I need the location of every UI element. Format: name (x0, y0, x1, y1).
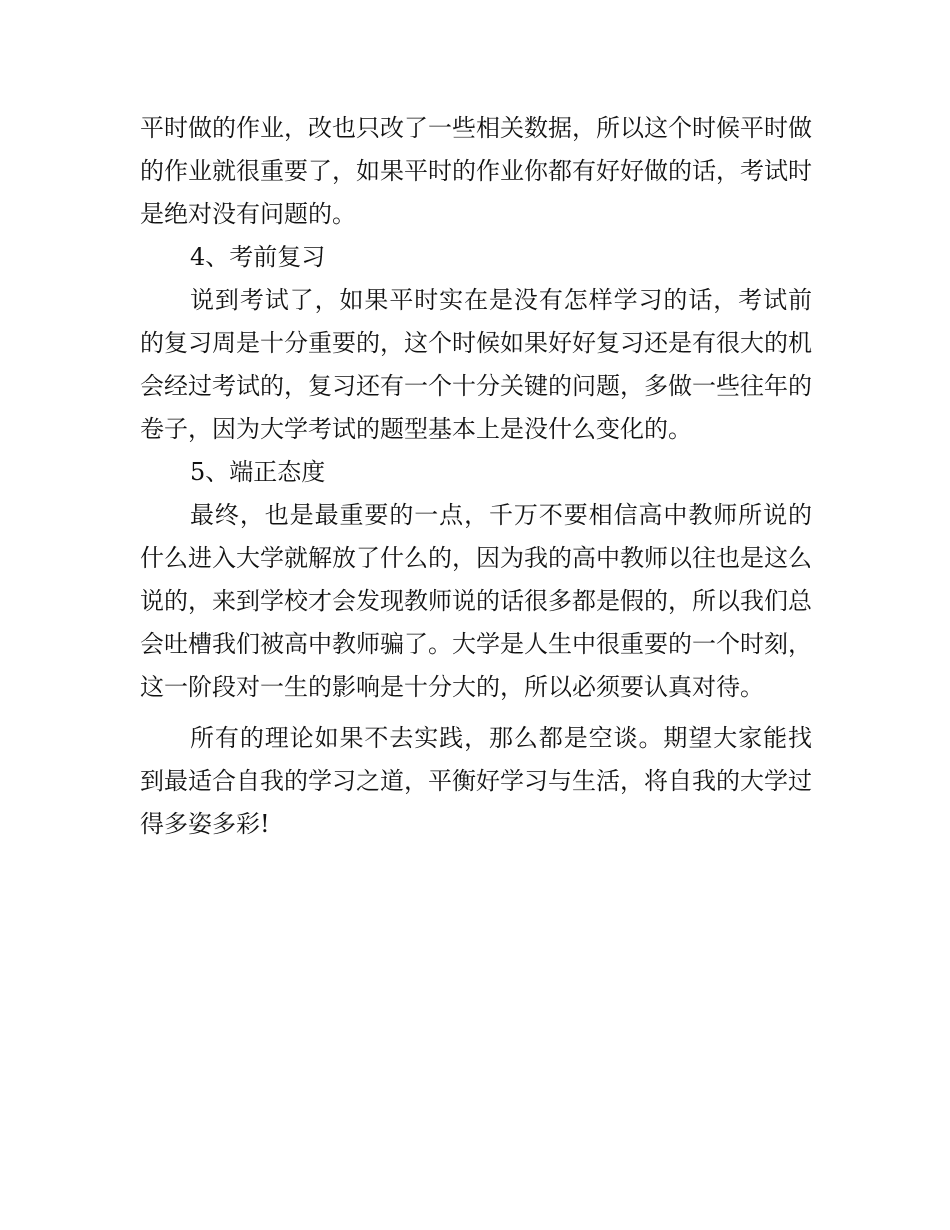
paragraph-continuation: 平时做的作业，改也只改了一些相关数据，所以这个时候平时做的作业就很重要了，如果平时的作业你都有好好做的话，考试时是绝对没有问题的。 (140, 114, 812, 228)
paragraph-conclusion: 所有的理论如果不去实践，那么都是空谈。期望大家能找到最适合自我的学习之道，平衡好学习与生活，将自我的大学过得多姿多彩! (140, 724, 812, 838)
section-heading-exam-review: 4、考前复习 (190, 243, 326, 271)
paragraph-attitude: 最终，也是最重要的一点，千万不要相信高中教师所说的什么进入大学就解放了什么的，因为我的高中教师以往也是这么说的，来到学校才会发现教师说的话很多都是假的，所以我们总会吐槽我们被高中教师骗了。大学是人生中很重要的一个时刻，这一阶段对一生的影响是十分大的，所以必须要认真对待。 (140, 501, 812, 701)
document-body (140, 107, 812, 846)
section-heading-attitude: 5、端正态度 (190, 458, 326, 486)
paragraph-exam-review: 说到考试了，如果平时实在是没有怎样学习的话，考试前的复习周是十分重要的，这个时候如果好好复习还是有很大的机会经过考试的，复习还有一个十分关键的问题，多做一些往年的卷子，因为大学考试的题型基本上是没什么变化的。 (140, 286, 812, 443)
